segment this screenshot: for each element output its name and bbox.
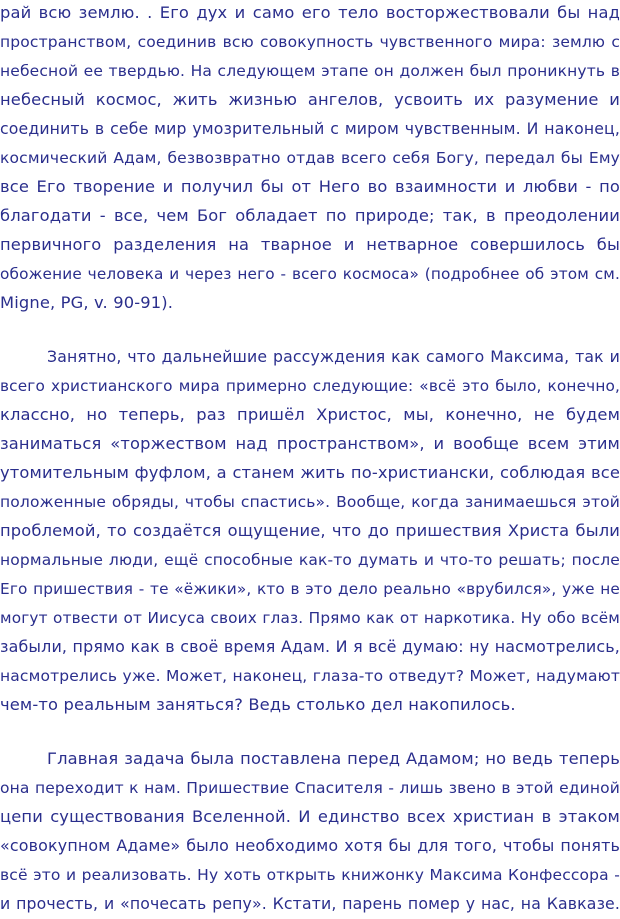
text-line: благодати - все, чем Бог обладает по природе; так, в преодолении bbox=[0, 206, 620, 225]
text-line: положенные обряды, чтобы спастись». Вообще, когда занимаешься этой bbox=[0, 493, 620, 511]
text-line: Его пришествия - те «ёжики», кто в это дело реально «врубился», уже не bbox=[0, 580, 620, 598]
text-line: нормальные люди, ещё способные как-то думать и что-то решать; после bbox=[0, 551, 620, 569]
text-line: утомительным фуфлом, а станем жить по-христиански, соблюдая все bbox=[0, 463, 620, 482]
text-line: «совокупном Адаме» было необходимо хотя бы для того, чтобы понять bbox=[0, 836, 620, 855]
text-line: Главная задача была поставлена перед Адамом; но ведь теперь bbox=[47, 749, 620, 768]
text-line: классно, но теперь, раз пришёл Христос, мы, конечно, не будем bbox=[0, 405, 620, 424]
text-line: небесной ее твердью. На следующем этапе он должен был проникнуть в bbox=[0, 62, 620, 80]
text-line: всё это и реализовать. Ну хоть открыть книжонку Максима Конфессора - bbox=[0, 866, 620, 884]
text-line: цепи существования Вселенной. И единство всех христиан в этаком bbox=[0, 807, 620, 826]
text-line: космический Адам, безвозвратно отдав всего себя Богу, передал бы Ему bbox=[0, 149, 620, 167]
text-line: чем-то реальным заняться? Ведь столько дел накопилось. bbox=[0, 695, 516, 714]
text-line: всего христианского мира примерно следующие: «всё это было, конечно, bbox=[0, 377, 620, 395]
text-line: забыли, прямо как в своё время Адам. И я всё думаю: ну насмотрелись, bbox=[0, 637, 620, 656]
text-line: и прочесть, и «почесать репу». Кстати, парень помер у нас, на Кавказе. bbox=[0, 894, 620, 913]
text-line: она переходит к нам. Пришествие Спасителя - лишь звено в этой единой bbox=[0, 779, 620, 797]
text-line: заниматься «торжеством над пространством», и вообще всем этим bbox=[0, 434, 620, 453]
text-line: первичного разделения на тварное и нетварное совершилось бы bbox=[0, 235, 620, 254]
text-line: насмотрелись уже. Может, наконец, глаза-то отведут? Может, надумают bbox=[0, 667, 620, 685]
text-line: проблемой, то создаётся ощущение, что до пришествия Христа были bbox=[0, 521, 620, 540]
text-line: могут отвести от Иисуса своих глаз. Прямо как от наркотика. Ну обо всём bbox=[0, 609, 620, 627]
text-line: Занятно, что дальнейшие рассуждения как самого Максима, так и bbox=[47, 347, 620, 366]
text-line: обожение человека и через него - всего космоса» (подробнее об этом см. bbox=[0, 265, 620, 283]
text-line: соединить в себе мир умозрительный с миром чувственным. И наконец, bbox=[0, 119, 620, 138]
text-line: небесный космос, жить жизнью ангелов, усвоить их разумение и bbox=[0, 90, 620, 109]
text-line: пространством, соединив всю совокупность чувственного мира: землю с bbox=[0, 33, 620, 51]
text-line: все Его творение и получил бы от Него во взаимности и любви - по bbox=[0, 177, 620, 196]
text-line: Migne, PG, v. 90-91). bbox=[0, 293, 174, 312]
text-line: рай всю землю. . Его дух и само его тело восторжествовали бы над bbox=[0, 3, 620, 22]
